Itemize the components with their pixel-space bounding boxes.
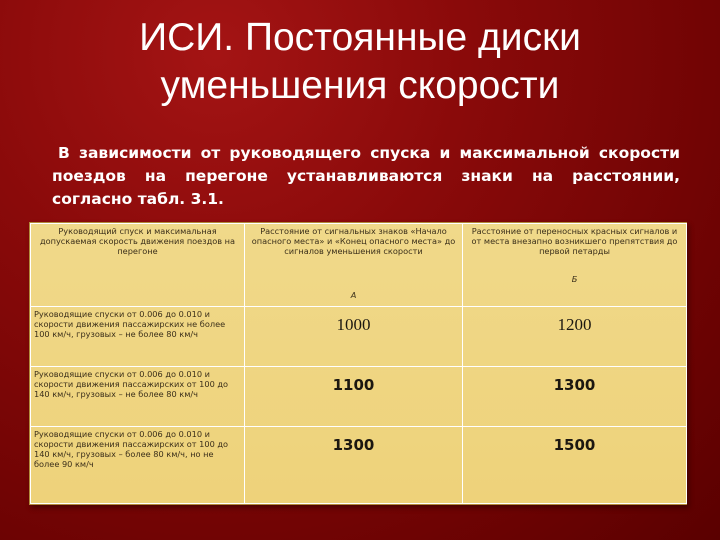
speed-table bbox=[29, 222, 687, 505]
row-value-b: 1200 bbox=[463, 307, 687, 367]
header-b-text: Расстояние от переносных красных сигналов и от места внезапно возникшего препятствия до первой петарды bbox=[471, 226, 678, 256]
row-condition: Руководящие спуски от 0.006 до 0.010 и скорости движения пассажирских от 100 до 140 км/ч, грузовых – более 80 км/ч, но не более 90 км/ч bbox=[31, 427, 245, 504]
header-cell-a bbox=[245, 224, 463, 307]
slide-title-line-1: ИСИ. Постоянные диски bbox=[139, 16, 581, 59]
table-row bbox=[31, 367, 687, 427]
header-a-text: Расстояние от сигнальных знаков «Начало опасного места» и «Конец опасного места» до сигналов уменьшения скорости bbox=[251, 226, 456, 256]
header-a-mark: А bbox=[350, 290, 357, 300]
slide-title-line-2: уменьшения скорости bbox=[160, 64, 560, 107]
row-value-b: 1300 bbox=[463, 367, 687, 427]
header-cell-b bbox=[463, 224, 687, 307]
header-condition-text: Руководящий спуск и максимальная допускаемая скорость движения поездов на перегоне bbox=[39, 226, 236, 256]
table-row bbox=[31, 427, 687, 504]
header-b-mark: Б bbox=[571, 274, 578, 284]
row-value-a: 1300 bbox=[245, 427, 463, 504]
row-condition: Руководящие спуски от 0.006 до 0.010 и скорости движения пассажирских не более 100 км/ч, грузовых – не более 80 км/ч bbox=[31, 307, 245, 367]
slide-title bbox=[60, 14, 660, 110]
row-value-b: 1500 bbox=[463, 427, 687, 504]
row-value-a: 1100 bbox=[245, 367, 463, 427]
row-value-a: 1000 bbox=[245, 307, 463, 367]
header-cell-condition bbox=[31, 224, 245, 307]
speed-table-grid bbox=[30, 223, 687, 504]
row-condition: Руководящие спуски от 0.006 до 0.010 и скорости движения пассажирских от 100 до 140 км/ч, грузовых – не более 80 км/ч bbox=[31, 367, 245, 427]
table-row bbox=[31, 307, 687, 367]
intro-paragraph: В зависимости от руководящего спуска и максимальной скорости поездов на перегоне устанавливаются знаки на расстоянии, согласно табл. 3.1. bbox=[52, 144, 680, 208]
table-header-row bbox=[31, 224, 687, 307]
